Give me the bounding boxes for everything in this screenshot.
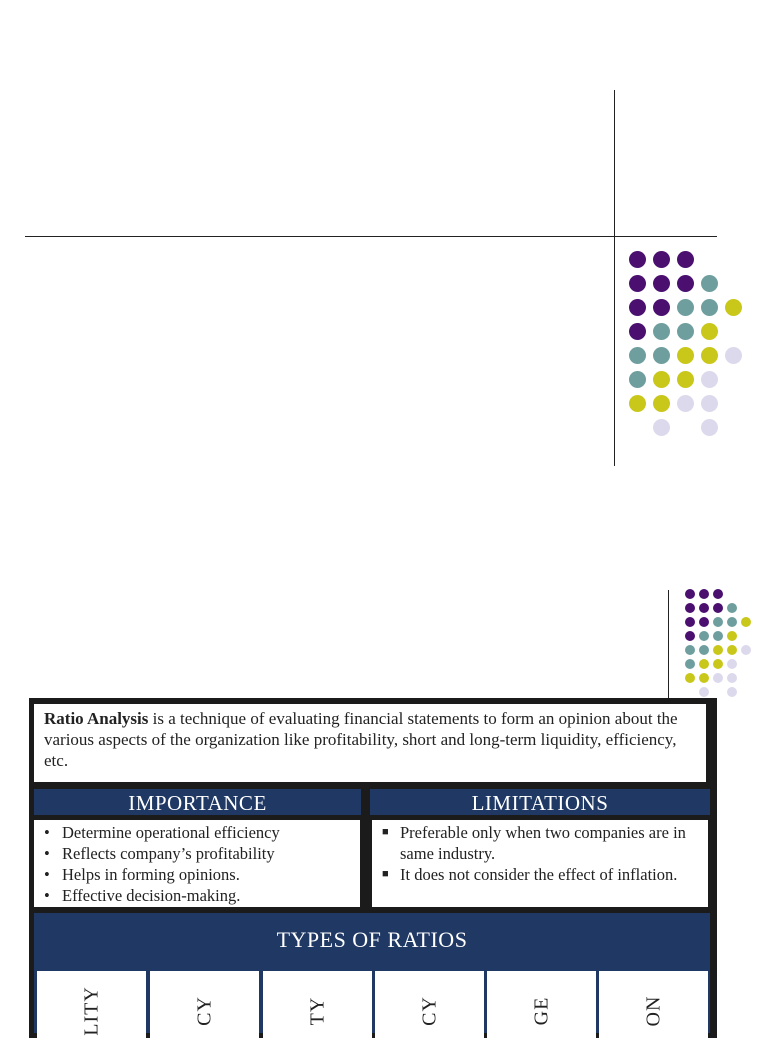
vertical-rule	[614, 90, 615, 466]
importance-list-box	[34, 820, 360, 907]
decorative-dot	[685, 645, 695, 655]
decorative-dot	[677, 395, 694, 412]
decorative-dot	[629, 395, 646, 412]
decorative-dot	[713, 645, 723, 655]
decorative-dot	[727, 617, 737, 627]
decorative-dot	[741, 617, 751, 627]
decorative-dot	[685, 659, 695, 669]
list-item: ■ It does not consider the effect of inflation.	[382, 865, 678, 884]
decorative-dot	[701, 371, 718, 388]
decorative-dot	[629, 323, 646, 340]
decorative-dot	[741, 645, 751, 655]
decorative-dot	[629, 275, 646, 292]
decorative-dot	[685, 673, 695, 683]
decorative-dot	[725, 347, 742, 364]
decorative-dot	[653, 347, 670, 364]
decorative-dot	[701, 323, 718, 340]
ratio-type-column: GE	[487, 971, 596, 1041]
ratio-type-column: CY	[375, 971, 484, 1041]
ratio-type-column: CY	[150, 971, 259, 1041]
decorative-dot	[725, 299, 742, 316]
decorative-dot	[653, 395, 670, 412]
decorative-dot	[629, 299, 646, 316]
decorative-dot	[699, 631, 709, 641]
decorative-dot	[699, 603, 709, 613]
decorative-dot	[653, 275, 670, 292]
ratio-type-column: TY	[263, 971, 372, 1041]
list-item: • Determine operational efficiency	[44, 823, 280, 842]
decorative-dot	[701, 419, 718, 436]
limitations-list-box	[372, 820, 708, 907]
decorative-dot	[699, 659, 709, 669]
decorative-dot	[713, 617, 723, 627]
decorative-dot	[653, 323, 670, 340]
decorative-dot	[677, 347, 694, 364]
intro-description: is a technique of evaluating financial statements to form an opinion about the various aspects of the organization like profitability, short and long-term liquidity, efficiency, etc.	[44, 709, 678, 770]
decorative-dot	[653, 419, 670, 436]
decorative-dot	[701, 275, 718, 292]
decorative-dot	[727, 645, 737, 655]
decorative-dot	[629, 371, 646, 388]
decorative-dot	[677, 299, 694, 316]
list-item: ■ Preferable only when two companies are in same industry.	[382, 823, 686, 863]
types-title: TYPES OF RATIOS	[276, 927, 468, 952]
types-of-ratios-panel	[34, 913, 710, 1036]
intro-text-box	[34, 704, 706, 782]
decorative-dot	[653, 251, 670, 268]
vertical-rule-small	[668, 590, 669, 698]
decorative-dot	[677, 323, 694, 340]
decorative-dot	[727, 659, 737, 669]
decorative-dot	[629, 347, 646, 364]
limitations-header	[370, 789, 710, 815]
decorative-dot	[685, 631, 695, 641]
decorative-dot	[699, 673, 709, 683]
decorative-dot	[727, 631, 737, 641]
decorative-dot	[699, 589, 709, 599]
decorative-dot	[685, 589, 695, 599]
decorative-dot	[685, 617, 695, 627]
decorative-dot	[727, 673, 737, 683]
importance-list	[40, 822, 354, 906]
decorative-dot	[699, 645, 709, 655]
limitations-list	[378, 822, 702, 885]
decorative-dot	[629, 251, 646, 268]
decorative-dot	[727, 603, 737, 613]
list-item: • Helps in forming opinions.	[44, 865, 240, 884]
intro-term: Ratio Analysis	[44, 709, 149, 728]
decorative-dot	[713, 673, 723, 683]
decorative-dot	[727, 687, 737, 697]
decorative-dot	[701, 299, 718, 316]
list-item: • Reflects company’s profitability	[44, 844, 275, 863]
ratio-type-column: LITY	[37, 971, 146, 1041]
decorative-dot	[701, 347, 718, 364]
decorative-dot	[713, 589, 723, 599]
decorative-dot	[699, 617, 709, 627]
decorative-dot	[677, 371, 694, 388]
decorative-dot	[677, 251, 694, 268]
limitations-title: LIMITATIONS	[471, 791, 609, 815]
importance-header	[34, 789, 361, 815]
decorative-dot	[653, 371, 670, 388]
decorative-dot	[713, 603, 723, 613]
decorative-dot	[677, 275, 694, 292]
decorative-dot	[653, 299, 670, 316]
decorative-dot	[685, 603, 695, 613]
importance-title: IMPORTANCE	[128, 791, 267, 815]
decorative-dot	[701, 395, 718, 412]
decorative-dot	[713, 659, 723, 669]
decorative-dot	[713, 631, 723, 641]
decorative-dot	[699, 687, 709, 697]
ratio-type-column: ON	[599, 971, 708, 1041]
list-item: • Effective decision-making.	[44, 886, 241, 905]
